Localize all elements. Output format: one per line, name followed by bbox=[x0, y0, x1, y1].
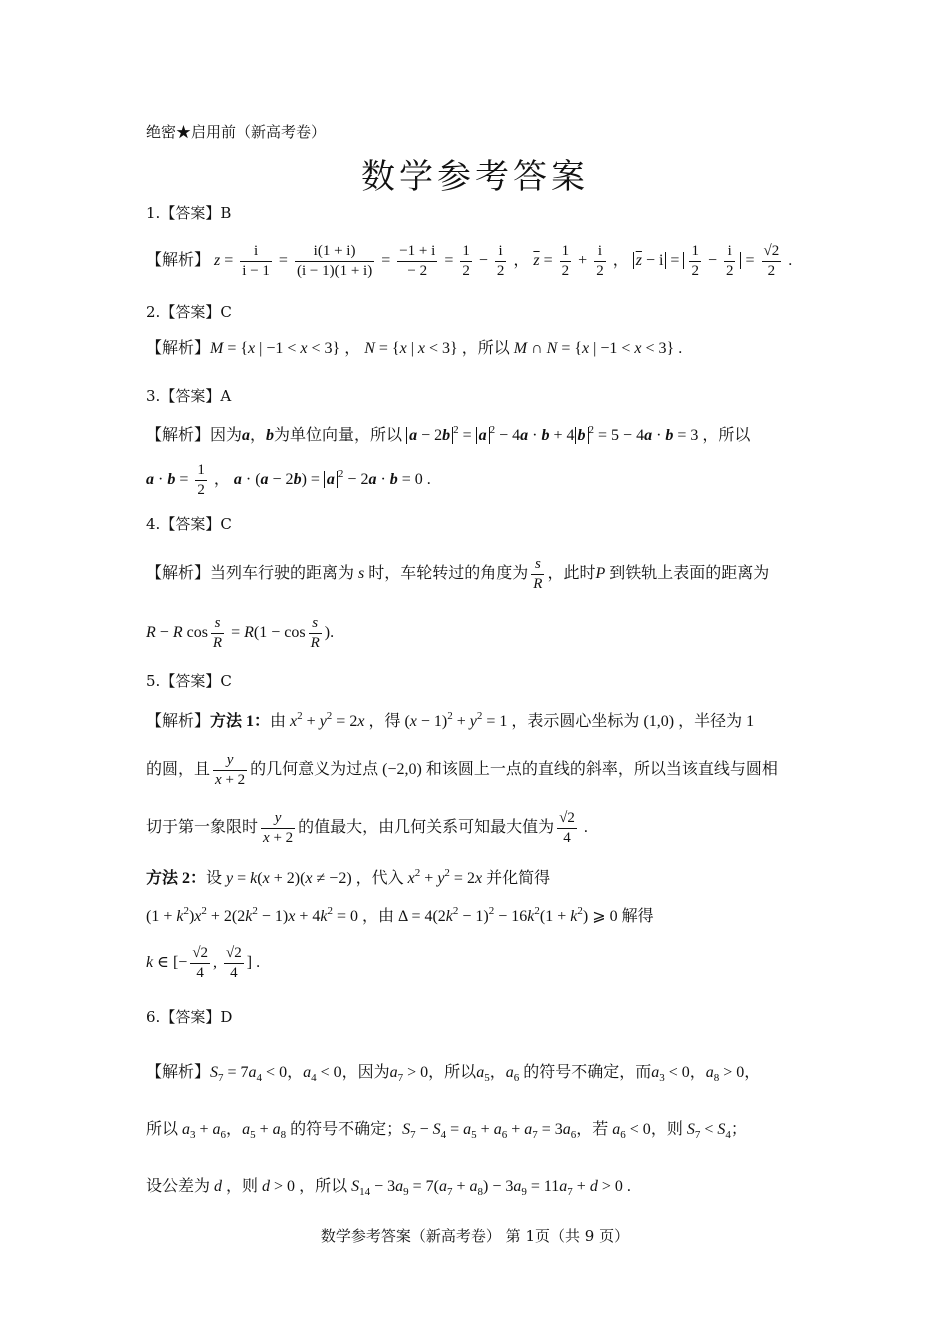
q2-analysis: 【解析】M = {x | −1 < x < 3} ， N = {x | x < 3} ，所以 M ∩ N = {x | −1 < x < 3} . bbox=[146, 340, 683, 357]
q6-analysis-line3: 设公差为 d ，则 d > 0 ，所以 $S_{14} - 3a_9 = 7(a_7 + a_8) - 3a_9 = 11a_7 + d > 0$ . bbox=[146, 1178, 631, 1198]
q4-analysis-line1: 【解析】当列车行驶的距离为 s 时，车轮转过的角度为 $\frac{s}{R}$ ，此时P 到铁轨上表面的距离为 bbox=[146, 556, 770, 592]
q4-answer-line: 4.【答案】C bbox=[146, 515, 232, 533]
q5-method2-line3: k ∈ [− $\frac{√2}{4}$ , $\frac{√2}{4}$ ] . bbox=[146, 945, 261, 981]
page-title: 数学参考答案 bbox=[361, 157, 589, 197]
page-footer: 数学参考答案（新高考卷） 第 1页（共 9 页） bbox=[320, 1227, 630, 1245]
q5-method1-line3: 切于第一象限时 $\frac{y}{x + 2}$ 的值最大，由几何关系可知最大值为 $\frac{√2}{4}$ . bbox=[146, 810, 588, 846]
q5-method1-line2: 的圆，且 $\frac{y}{x + 2}$ 的几何意义为过点 (−2,0) 和该圆上一点的直线的斜率，所以当该直线与圆相 bbox=[146, 752, 778, 788]
q6-answer-line: 6.【答案】D bbox=[146, 1008, 233, 1026]
q3-analysis-line2: a · b = $\frac{1}{2}$ ， a · (a − 2b) = a $^2$ − 2a · b = 0 . bbox=[146, 462, 431, 498]
q1-analysis: 【解析】 z = $\frac{i}{i - 1}$ = $\frac{i(1 + i)}{(i - 1)(1 + i)}$ = $\frac{-1 + i}{- 2}$ = $\frac{1}{2}$ − $\frac{i}{2}$ ， $\overline{z}$ = $\frac{1}{2}$ + $\frac{i}{2}$ ， $\overline{z} - i$ = $\frac{1}{2}$ − $\frac{i}{2}$ = $\frac{√2}{2}$ . bbox=[146, 243, 793, 279]
q6-analysis-line1: 【解析】$S_7 = 7a_4 < 0$，$a_4 < 0$，因为$a_7 > 0$，所以$a_5$，$a_6$ 的符号不确定，而$a_3 < 0$，$a_8 > 0$， bbox=[146, 1064, 761, 1084]
q5-answer-line: 5.【答案】C bbox=[146, 672, 232, 690]
q4-analysis-line2: R − R cos $\frac{s}{R}$ = R(1 − cos $\frac{s}{R}$ ). bbox=[146, 615, 335, 651]
confidential-header: 绝密★启用前（新高考卷） bbox=[146, 123, 327, 141]
q2-answer-line: 2.【答案】C bbox=[146, 303, 232, 321]
q5-method2-line1: 方法 2：设 y = k(x + 2)(x ≠ −2) ，代入 $x^2 + y^2 = 2x$ 并化简得 bbox=[146, 867, 551, 887]
q3-answer-line: 3.【答案】A bbox=[146, 387, 232, 405]
q3-analysis-line1: 【解析】因为a，b为单位向量，所以 a − 2b $^2$ = a $^2$ − 4a · b + 4 b $^2$ = 5 − 4a · b = 3 ，所以 bbox=[146, 424, 751, 444]
q5-method2-line2: $(1 + k^2)x^2 + 2(2k^2 - 1)x + 4k^2 = 0$ ，由 $\Delta = 4(2k^2 - 1)^2 - 16k^2(1 + k^2)$ ⩾ 0 解得 bbox=[146, 905, 654, 925]
q1-answer-line: 1.【答案】B bbox=[146, 204, 232, 222]
q6-analysis-line2: 所以 $a_3 + a_6$，$a_5 + a_8$ 的符号不确定；$S_7 - S_4 = a_5 + a_6 + a_7 = 3a_6$，若 $a_6 < 0$，则 $S_7 < S_4$； bbox=[146, 1121, 747, 1141]
q5-method1-line1: 【解析】方法 1：由 $x^2 + y^2 = 2x$ ，得 $(x - 1)^2 + y^2 = 1$ ，表示圆心坐标为 (1,0) ，半径为 1 bbox=[146, 710, 755, 730]
